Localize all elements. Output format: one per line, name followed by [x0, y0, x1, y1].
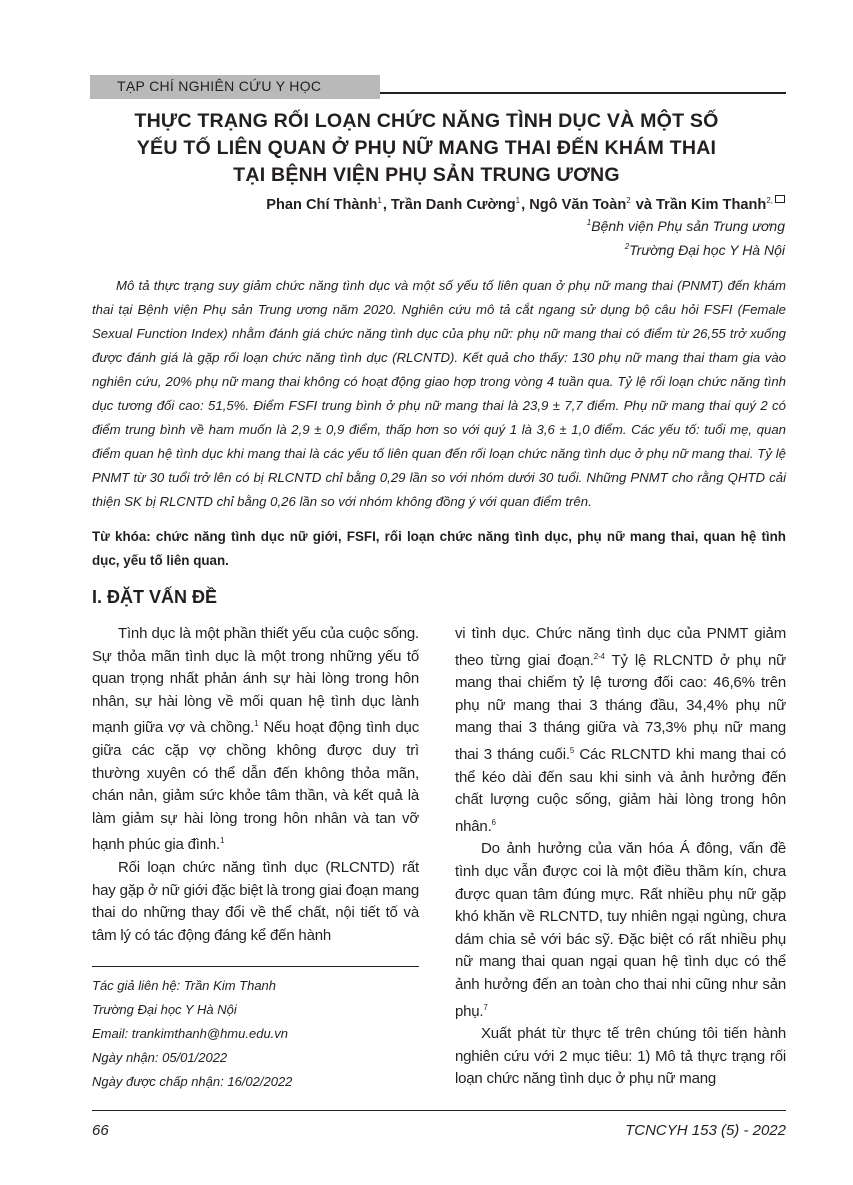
title-line: YẾU TỐ LIÊN QUAN Ở PHỤ NỮ MANG THAI ĐẾN KHÁM THAI [136, 137, 717, 159]
author-name: Ngô Văn Toàn [529, 197, 627, 213]
text-run: Rối loạn chức năng tình dục (RLCNTD) rất hay gặp ở nữ giới đặc biệt là trong giai đoạn mang thai do những thay đổi về thể chất, nội tiết tố và tâm lý có tác động đáng kể đến hành [92, 858, 419, 944]
text-run: Nếu hoạt động tình dục giữa các cặp vợ chồng không được duy trì thường xuyên có thể dẫn đến không thỏa mãn, chán nản, giảm sức khỏe tâm thần, và kết quả là làm giảm sự hài lòng trong hôn nhân và tan vỡ hạnh phúc gia đình. [92, 719, 419, 854]
header-rule [380, 92, 786, 94]
footnote-received: Ngày nhận: 05/01/2022 [92, 1050, 228, 1065]
text-run: vi tình dục. Chức năng tình dục của PNMT giảm theo từng giai đoạn. [455, 625, 786, 669]
citation: 7 [483, 1002, 488, 1012]
journal-issue: TCNCYH 153 (5) - 2022 [625, 1122, 786, 1139]
article-title [60, 108, 793, 189]
paragraph [92, 623, 419, 857]
affiliation-1 [587, 218, 785, 234]
text-run: Các RLCNTD khi mang thai có thể kéo dài đến sau khi sinh và ảnh hưởng đến chất lượng cuộc sống, giảm hài lòng trong hôn nhân. [455, 745, 787, 835]
paragraph [455, 838, 786, 1023]
author-sup: 1 [377, 196, 382, 205]
title-line: THỰC TRẠNG RỐI LOẠN CHỨC NĂNG TÌNH DỤC VÀ MỘT SỐ [134, 110, 719, 132]
footnote-accepted: Ngày được chấp nhận: 16/02/2022 [92, 1074, 293, 1089]
page-number: 66 [92, 1122, 109, 1139]
keywords: Từ khóa: chức năng tình dục nữ giới, FSFI, rối loạn chức năng tình dục, phụ nữ mang thai, quan hệ tình dục, yếu tố liên quan. [92, 529, 786, 568]
author-sep: và [631, 197, 657, 213]
author-name: Trần Kim Thanh [656, 197, 767, 213]
text-run: Do ảnh hưởng của văn hóa Á đông, vấn đề tình dục vẫn được coi là một điều thầm kín, chưa được quan tâm đúng mực. Rất nhiều phụ nữ gặp khó khăn về RLCNTD, tuy nhiên ngại ngùng, chưa dám chia sẻ với bác sỹ. Đặc biệt có rất nhiều phụ nữ mang thai quan ngại quan hệ tình dục có thể ảnh hưởng đến an toàn cho thai nhi cũng như sản phụ. [455, 840, 786, 1020]
citation: 1 [219, 836, 225, 846]
left-column [92, 623, 419, 947]
text-run: Tình dục là một phần thiết yếu của cuộc sống. Sự thỏa mãn tình dục là một trong những yếu tố quan trọng nhất phản ánh sự hài lòng trong hôn nhân, sự hài lòng về mối quan hệ tình dục lành mạnh giữa vợ và chồng. [92, 625, 419, 737]
citation: 5 [569, 745, 575, 755]
affiliation-sup: 1 [586, 218, 592, 227]
author-sup: 2, [766, 196, 773, 205]
author-sup: 2 [626, 196, 631, 205]
envelope-icon [775, 195, 785, 203]
paragraph [455, 623, 786, 838]
author-name: Trần Danh Cường [390, 197, 516, 213]
paragraph [92, 857, 419, 947]
text-run: Tỷ lệ RLCNTD ở phụ nữ mang thai chiếm tỷ lệ tương đối cao: 46,6% trên phụ nữ mang thai 3 tháng đầu, 34,4% phụ nữ mang thai 3 tháng giữa và 73,3% phụ nữ mang thai 3 tháng cuối. [455, 651, 786, 763]
footer-rule [92, 1110, 786, 1111]
author-name: Phan Chí Thành [266, 197, 378, 213]
text-run: Xuất phát từ thực tế trên chúng tôi tiến hành nghiên cứu với 2 mục tiêu: 1) Mô tả thực trạng rối loạn chức năng tình dục ở phụ nữ mang [455, 1025, 786, 1088]
author-sep: , [382, 197, 391, 213]
section-heading: I. ĐẶT VẤN ĐỀ [92, 587, 218, 607]
citation: 2-4 [593, 651, 605, 661]
footnote-email: Email: trankimthanh@hmu.edu.vn [92, 1026, 289, 1041]
author-sup: 1 [515, 196, 521, 205]
right-column [455, 623, 786, 1091]
affiliation-text: Trường Đại học Y Hà Nội [629, 242, 785, 258]
affiliation-2 [625, 242, 785, 258]
affiliation-sup: 2 [624, 242, 630, 251]
author-sep: , [521, 197, 530, 213]
footnote-rule [92, 966, 419, 967]
title-line: TẠI BỆNH VIỆN PHỤ SẢN TRUNG ƯƠNG [233, 164, 620, 186]
abstract: Mô tả thực trạng suy giảm chức năng tình dục và một số yếu tố liên quan ở phụ nữ mang thai (PNMT) đến khám thai tại Bệnh viện Phụ sản Trung ương năm 2020. Nghiên cứu mô tả cắt ngang sử dụng bộ câu hỏi FSFI (Female Sexual Function Index) nhằm đánh giá chức năng tình dục của phụ nữ: phụ nữ mang thai có điểm từ 26,55 trở xuống được đánh giá là gặp rối loạn chức năng tình dục (RLCNTD). Kết quả cho thấy: 130 phụ nữ mang thai tham gia vào nghiên cứu, 20% phụ nữ mang thai không có hoạt động giao hợp trong vòng 4 tuần qua. Tỷ lệ rối loạn chức năng tình dục tương đối cao: 51,5%. Điểm FSFI trung bình ở phụ nữ mang thai là 23,9 ± 7,7 điểm. Phụ nữ mang thai quý 2 có điểm trung bình về ham muốn là 2,9 ± 0,9 điểm, thấp hơn so với quý 1 là 3,6 ± 1,0 điểm. Các yếu tố: tuổi mẹ, quan điểm quan hệ tình dục khi mang thai là các yếu tố liên quan đến rối loạn chức năng tình dục ở phụ nữ mang thai. Tỷ lệ PNMT từ 30 tuổi trở lên có bị RLCNTD chỉ bằng 0,29 lần so với nhóm dưới 30 tuổi. Những PNMT cho rằng QHTD cải thiện SK bị RLCNTD chỉ bằng 0,26 lần so với nhóm không đồng ý với quan điểm trên. [92, 278, 786, 509]
citation: 1 [254, 719, 259, 729]
citation: 6 [491, 817, 496, 827]
affiliation-text: Bệnh viện Phụ sản Trung ương [591, 218, 785, 234]
journal-name: TẠP CHÍ NGHIÊN CỨU Y HỌC [117, 78, 322, 94]
footnote-contact: Tác giả liên hệ: Trần Kim Thanh [92, 978, 277, 993]
author-list [266, 195, 785, 213]
footnote-institution: Trường Đại học Y Hà Nội [92, 1002, 237, 1017]
paragraph [455, 1023, 786, 1091]
